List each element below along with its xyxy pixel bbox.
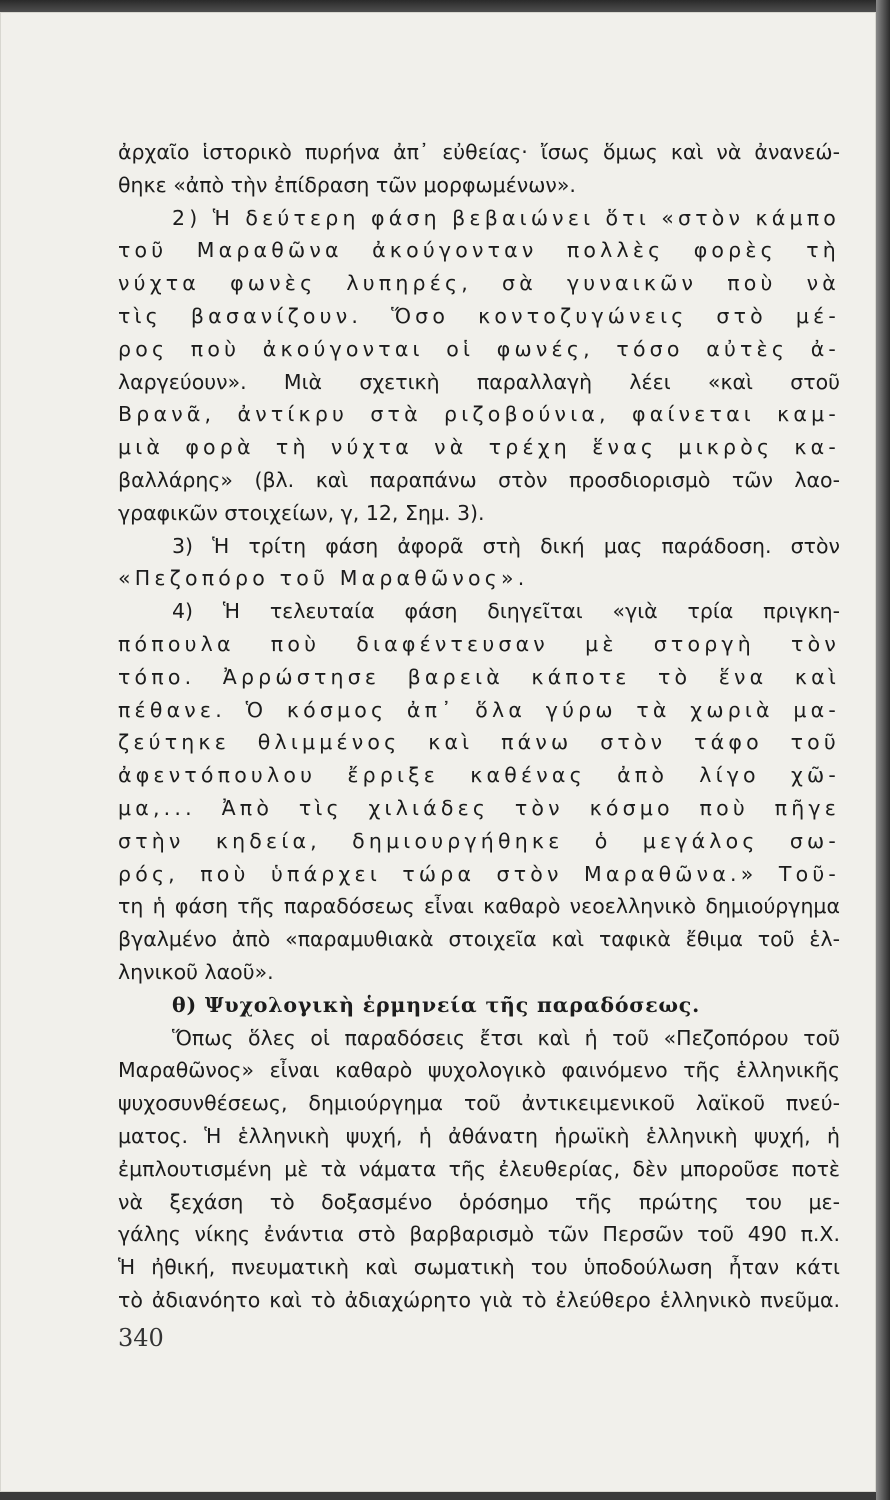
text-line: ρος ποὺ ἀκούγονται οἱ φωνές, τόσο αὐτὲς ἀ- — [118, 336, 840, 361]
text-line: τὶς βασανίζουν. Ὅσο κοντοζυγώνεις στὸ μέ- — [118, 303, 840, 328]
text-line: ἐμπλουτισμένη μὲ τὰ νάματα τῆς ἐλευθερίας, δὲν μποροῦσε ποτὲ — [118, 1156, 840, 1181]
text-line: βγαλμένο ἀπὸ «παραμυθιακὰ στοιχεῖα καὶ ταφικὰ ἔθιμα τοῦ ἑλ- — [118, 927, 840, 952]
text-line: 2) Ἡ δεύτερη φάση βεβαιώνει ὅτι «στὸν κάμπο — [172, 205, 840, 230]
text-line: Ὅπως ὅλες οἱ παραδόσεις ἔτσι καὶ ἡ τοῦ «Πεζοπόρου τοῦ — [172, 1025, 840, 1050]
text-line: θηκε «ἀπὸ τὴν ἐπίδραση τῶν μορφωμένων». — [118, 172, 576, 197]
book-page — [0, 12, 876, 1492]
page-number: 340 — [118, 1324, 164, 1352]
text-line: βαλλάρης» (βλ. καὶ παραπάνω στὸν προσδιορισμὸ τῶν λαο- — [118, 467, 840, 492]
text-line: τη ἡ φάση τῆς παραδόσεως εἶναι καθαρὸ νεοελληνικὸ δημιούργημα — [118, 894, 840, 919]
text-line: Μαραθῶνος» εἶναι καθαρὸ ψυχολογικὸ φαινόμενο τῆς ἑλληνικῆς — [118, 1058, 840, 1083]
text-line: ληνικοῦ λαοῦ». — [118, 959, 274, 984]
text-line: νὰ ξεχάση τὸ δοξασμένο ὁρόσημο τῆς πρώτης του με- — [118, 1189, 840, 1214]
text-line: τοῦ Μαραθῶνα ἀκούγονταν πολλὲς φορὲς τὴ — [118, 238, 840, 263]
text-line: στὴν κηδεία, δημιουργήθηκε ὁ μεγάλος σω- — [118, 828, 840, 853]
text-line: γάλης νίκης ἐνάντια στὸ βαρβαρισμὸ τῶν Περσῶν τοῦ 490 π.Χ. — [118, 1222, 840, 1247]
text-line: «Πεζοπόρο τοῦ Μαραθῶνος». — [118, 566, 529, 591]
text-line: ψυχοσυνθέσεως, δημιούργημα τοῦ ἀντικειμενικοῦ λαϊκοῦ πνεύ- — [118, 1091, 840, 1116]
text-line: μιὰ φορὰ τὴ νύχτα νὰ τρέχη ἕνας μικρὸς κα- — [118, 435, 840, 460]
text-line: πέθανε. Ὁ κόσμος ἀπ᾽ ὅλα γύρω τὰ χωριὰ μα- — [118, 697, 840, 722]
text-line: τὸ ἀδιανόητο καὶ τὸ ἀδιαχώρητο γιὰ τὸ ἐλεύθερο ἑλληνικὸ πνεῦμα. — [118, 1287, 840, 1312]
text-line: 4) Ἡ τελευταία φάση διηγεῖται «γιὰ τρία πριγκη- — [172, 599, 840, 624]
text-line: γραφικῶν στοιχείων, γ, 12, Σημ. 3). — [118, 500, 485, 525]
body-text — [118, 136, 840, 1317]
section-heading: θ) Ψυχολογικὴ ἑρμηνεία τῆς παραδόσεως. — [172, 992, 701, 1017]
scan-right-border — [876, 0, 890, 1500]
text-line: ματος. Ἡ ἑλληνικὴ ψυχή, ἡ ἀθάνατη ἡρωϊκὴ ἑλληνικὴ ψυχή, ἡ — [118, 1123, 840, 1148]
text-line: ἀρχαῖο ἱστορικὸ πυρήνα ἀπ᾽ εὐθείας· ἴσως ὅμως καὶ νὰ ἀνανεώ- — [118, 140, 840, 164]
text-line: πόπουλα ποὺ διαφέντευσαν μὲ στοργὴ τὸν — [118, 631, 840, 656]
text-line: μα,... Ἀπὸ τὶς χιλιάδες τὸν κόσμο ποὺ πῆγε — [118, 795, 840, 820]
text-line: Βρανᾶ, ἀντίκρυ στὰ ριζοβούνια, φαίνεται καμ- — [118, 402, 840, 427]
text-line: ρός, ποὺ ὑπάρχει τώρα στὸν Μαραθῶνα.» Τοῦ- — [118, 861, 840, 886]
text-line: ζεύτηκε θλιμμένος καὶ πάνω στὸν τάφο τοῦ — [118, 730, 840, 755]
text-line: 3) Ἡ τρίτη φάση ἀφορᾶ στὴ δική μας παράδοση. στὸν — [172, 533, 840, 558]
text-line: Ἡ ἠθική, πνευματικὴ καὶ σωματικὴ του ὑποδούλωση ἦταν κάτι — [118, 1255, 840, 1280]
text-line: νύχτα φωνὲς λυπηρές, σὰ γυναικῶν ποὺ νὰ — [118, 271, 840, 296]
text-line: λαργεύουν». Μιὰ σχετικὴ παραλλαγὴ λέει «καὶ στοῦ — [118, 369, 840, 394]
text-line: τόπο. Ἀρρώστησε βαρειὰ κάποτε τὸ ἕνα καὶ — [118, 664, 840, 689]
text-line: ἀφεντόπουλου ἔρριξε καθένας ἀπὸ λίγο χῶ- — [118, 763, 840, 788]
